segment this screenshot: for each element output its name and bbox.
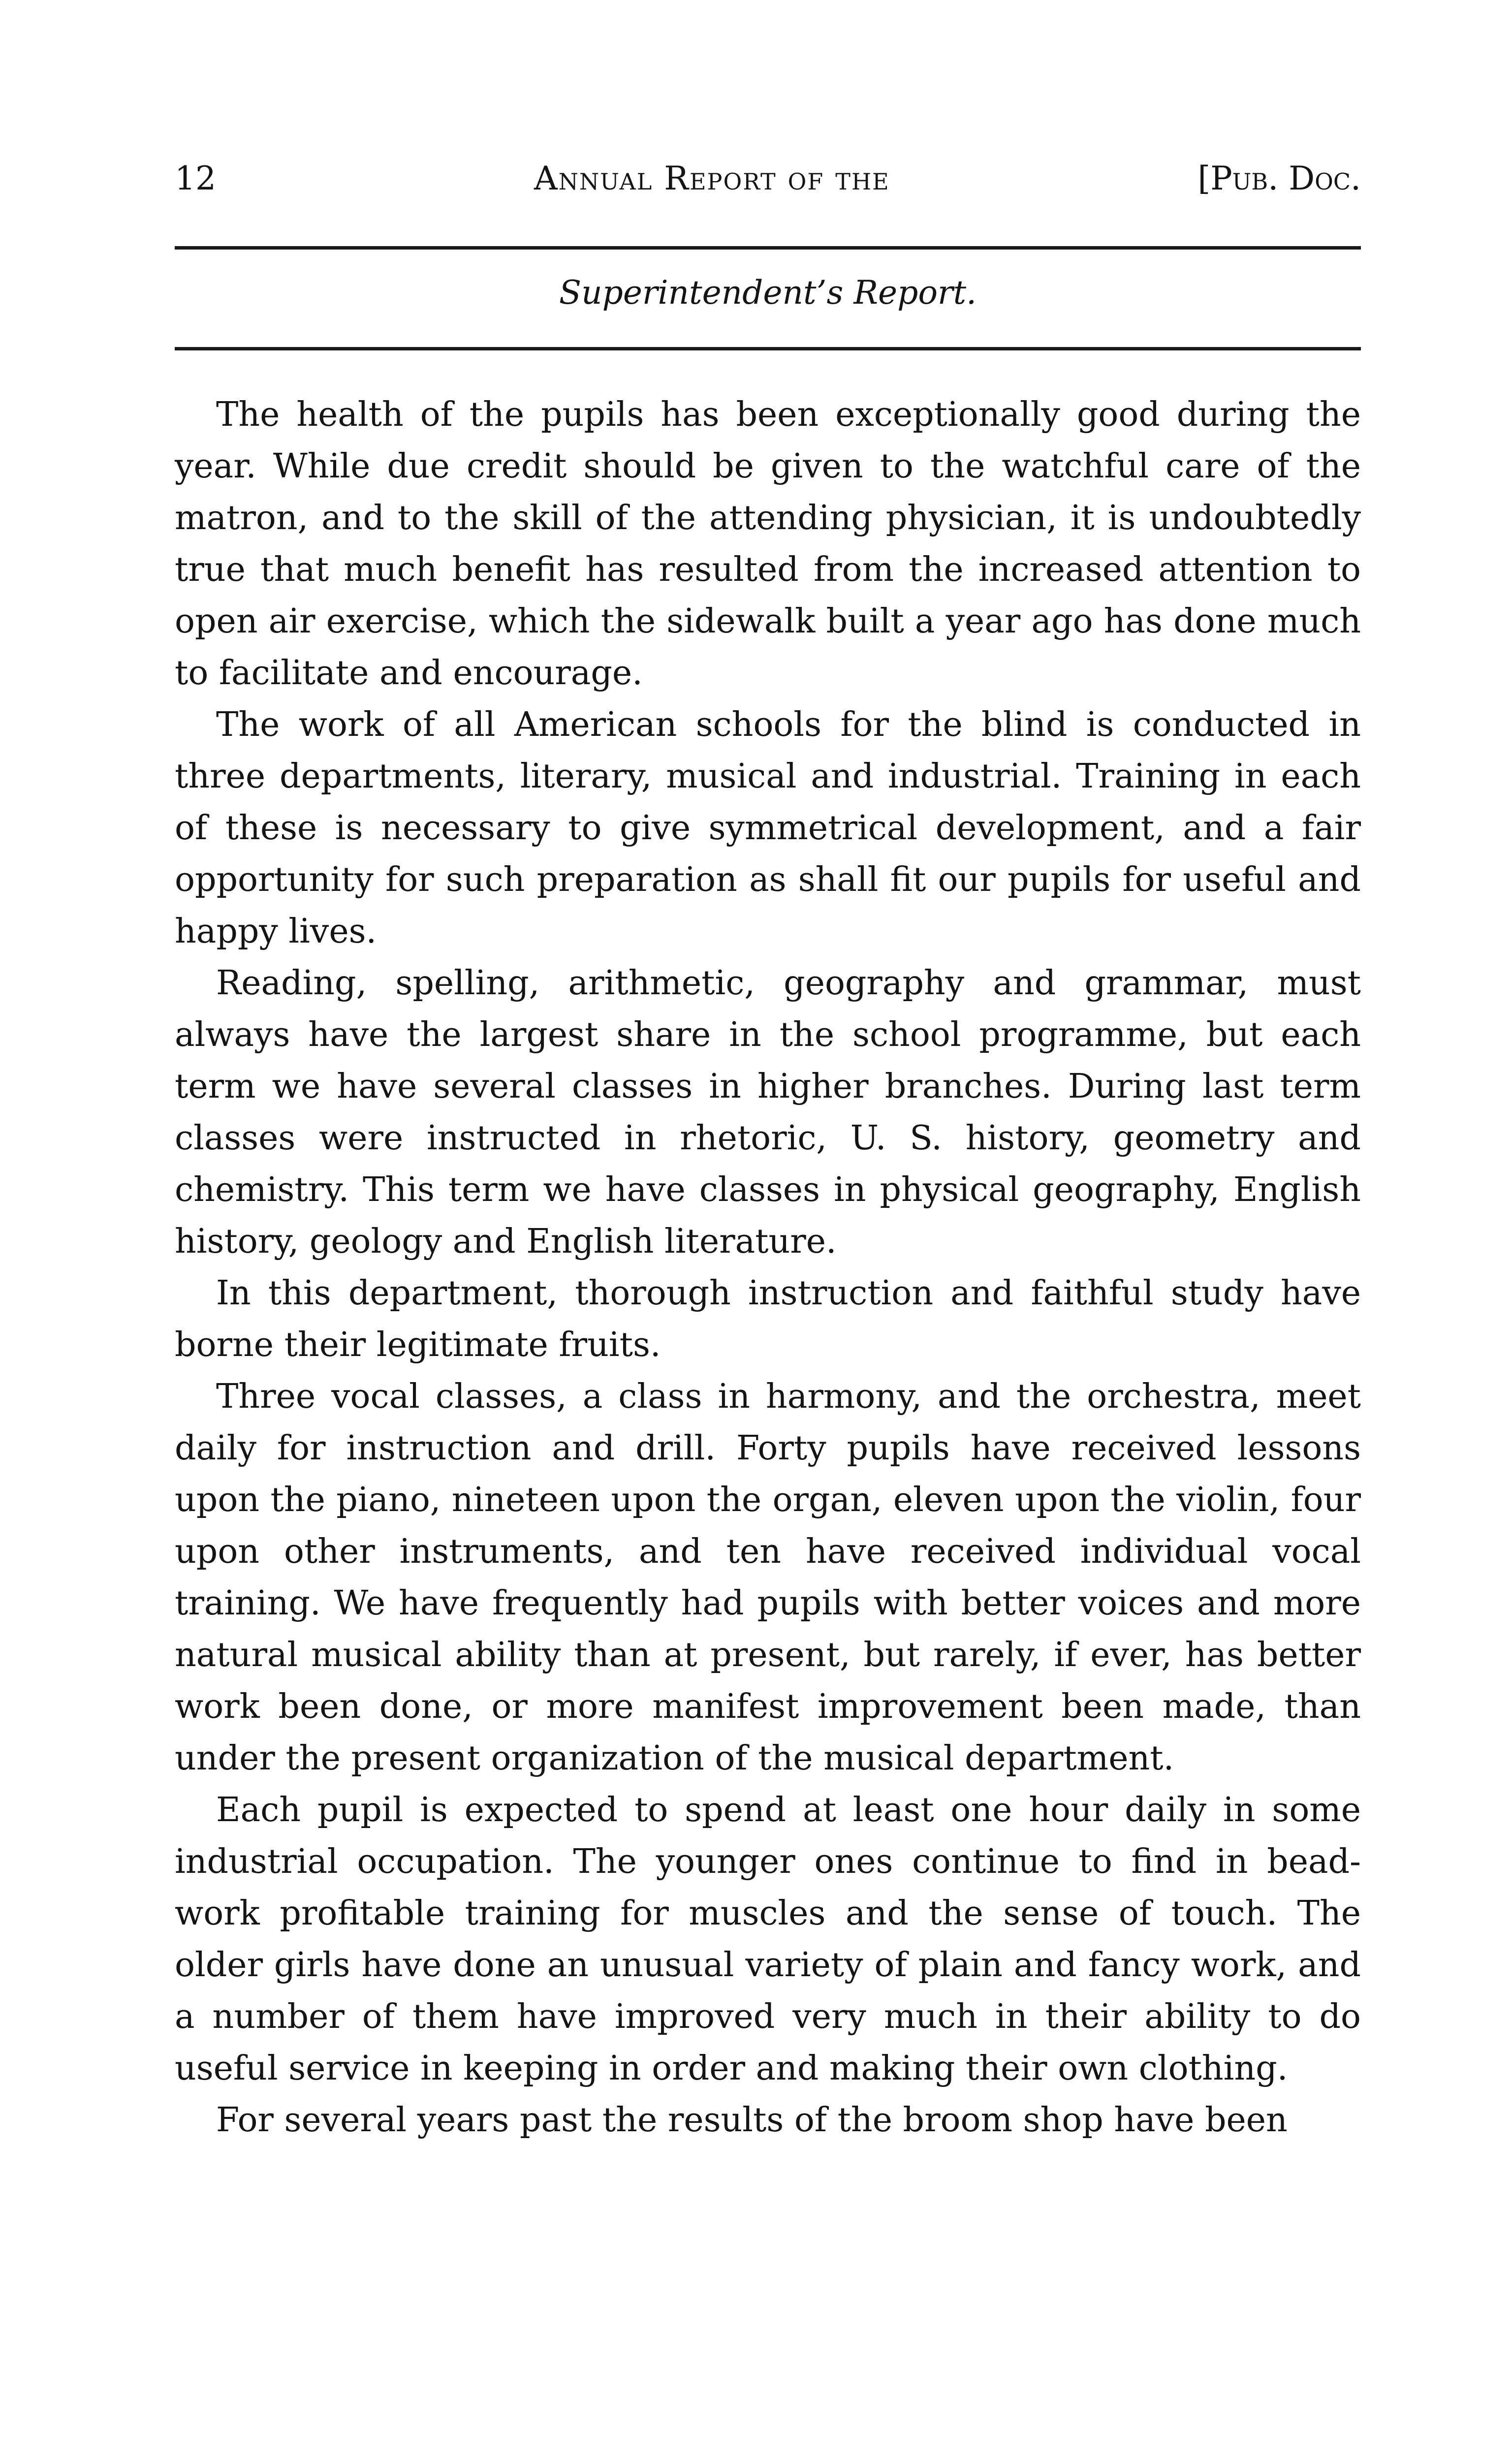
paragraph-departments: The work of all American schools for the blind is conducted in three departments, literary, musical and industrial. Training in each of these is necessary to give symmetrical development, and a fair opportunity for such preparation as shall fit our pupils for useful and happy lives. [175, 705, 1361, 951]
page-number: 12 [175, 159, 216, 197]
paragraph-literary: Reading, spelling, arithmetic, geography and grammar, must always have the largest share in the school programme, but each term we have several classes in higher branches. During last term classes were instructed in rhetoric, U. S. history, geometry and chemistry. This term we have classes in physical geography, English history, geology and English literature. [175, 964, 1361, 1261]
body-text [175, 389, 1361, 2146]
header-rule-bottom [175, 347, 1361, 350]
paragraph-study: In this department, thorough instruction and faithful study have borne their legitimate fruits. [175, 1274, 1361, 1364]
document-type-label: [Pub. Doc. [1197, 159, 1361, 197]
paragraph-health: The health of the pupils has been exceptionally good during the year. While due credit should be given to the watchful care of the matron, and to the skill of the attending physician, it is undoubtedly true that much benefit has resulted from the increased attention to open air exercise, which the sidewalk built a year ago has done much to facilitate and encourage. [175, 395, 1361, 693]
paragraph-broom-shop: For several years past the results of the broom shop have been [216, 2101, 1288, 2140]
paragraph-industrial: Each pupil is expected to spend at least one hour daily in some industrial occupation. The younger ones continue to find in bead-work profitable training for muscles and the sense of touch. The older girls have done an unusual variety of plain and fancy work, and a number of them have improved very much in their ability to do useful service in keeping in order and making their own clothing. [175, 1791, 1361, 2088]
section-title: Superintendent’s Report. [559, 274, 977, 312]
page-header [175, 157, 1361, 201]
paragraph-musical: Three vocal classes, a class in harmony, and the orchestra, meet daily for instruction and drill. Forty pupils have received lessons upon the piano, nineteen upon the organ, eleven upon the violin, four upon other instruments, and ten have received individual vocal training. We have frequently had pupils with better voices and more natural musical ability than at present, but rarely, if ever, has better work been done, or more manifest improvement been made, than under the present organization of the musical department. [175, 1377, 1361, 1778]
running-title: Annual Report of the [534, 159, 890, 197]
header-rule-top [175, 246, 1361, 250]
